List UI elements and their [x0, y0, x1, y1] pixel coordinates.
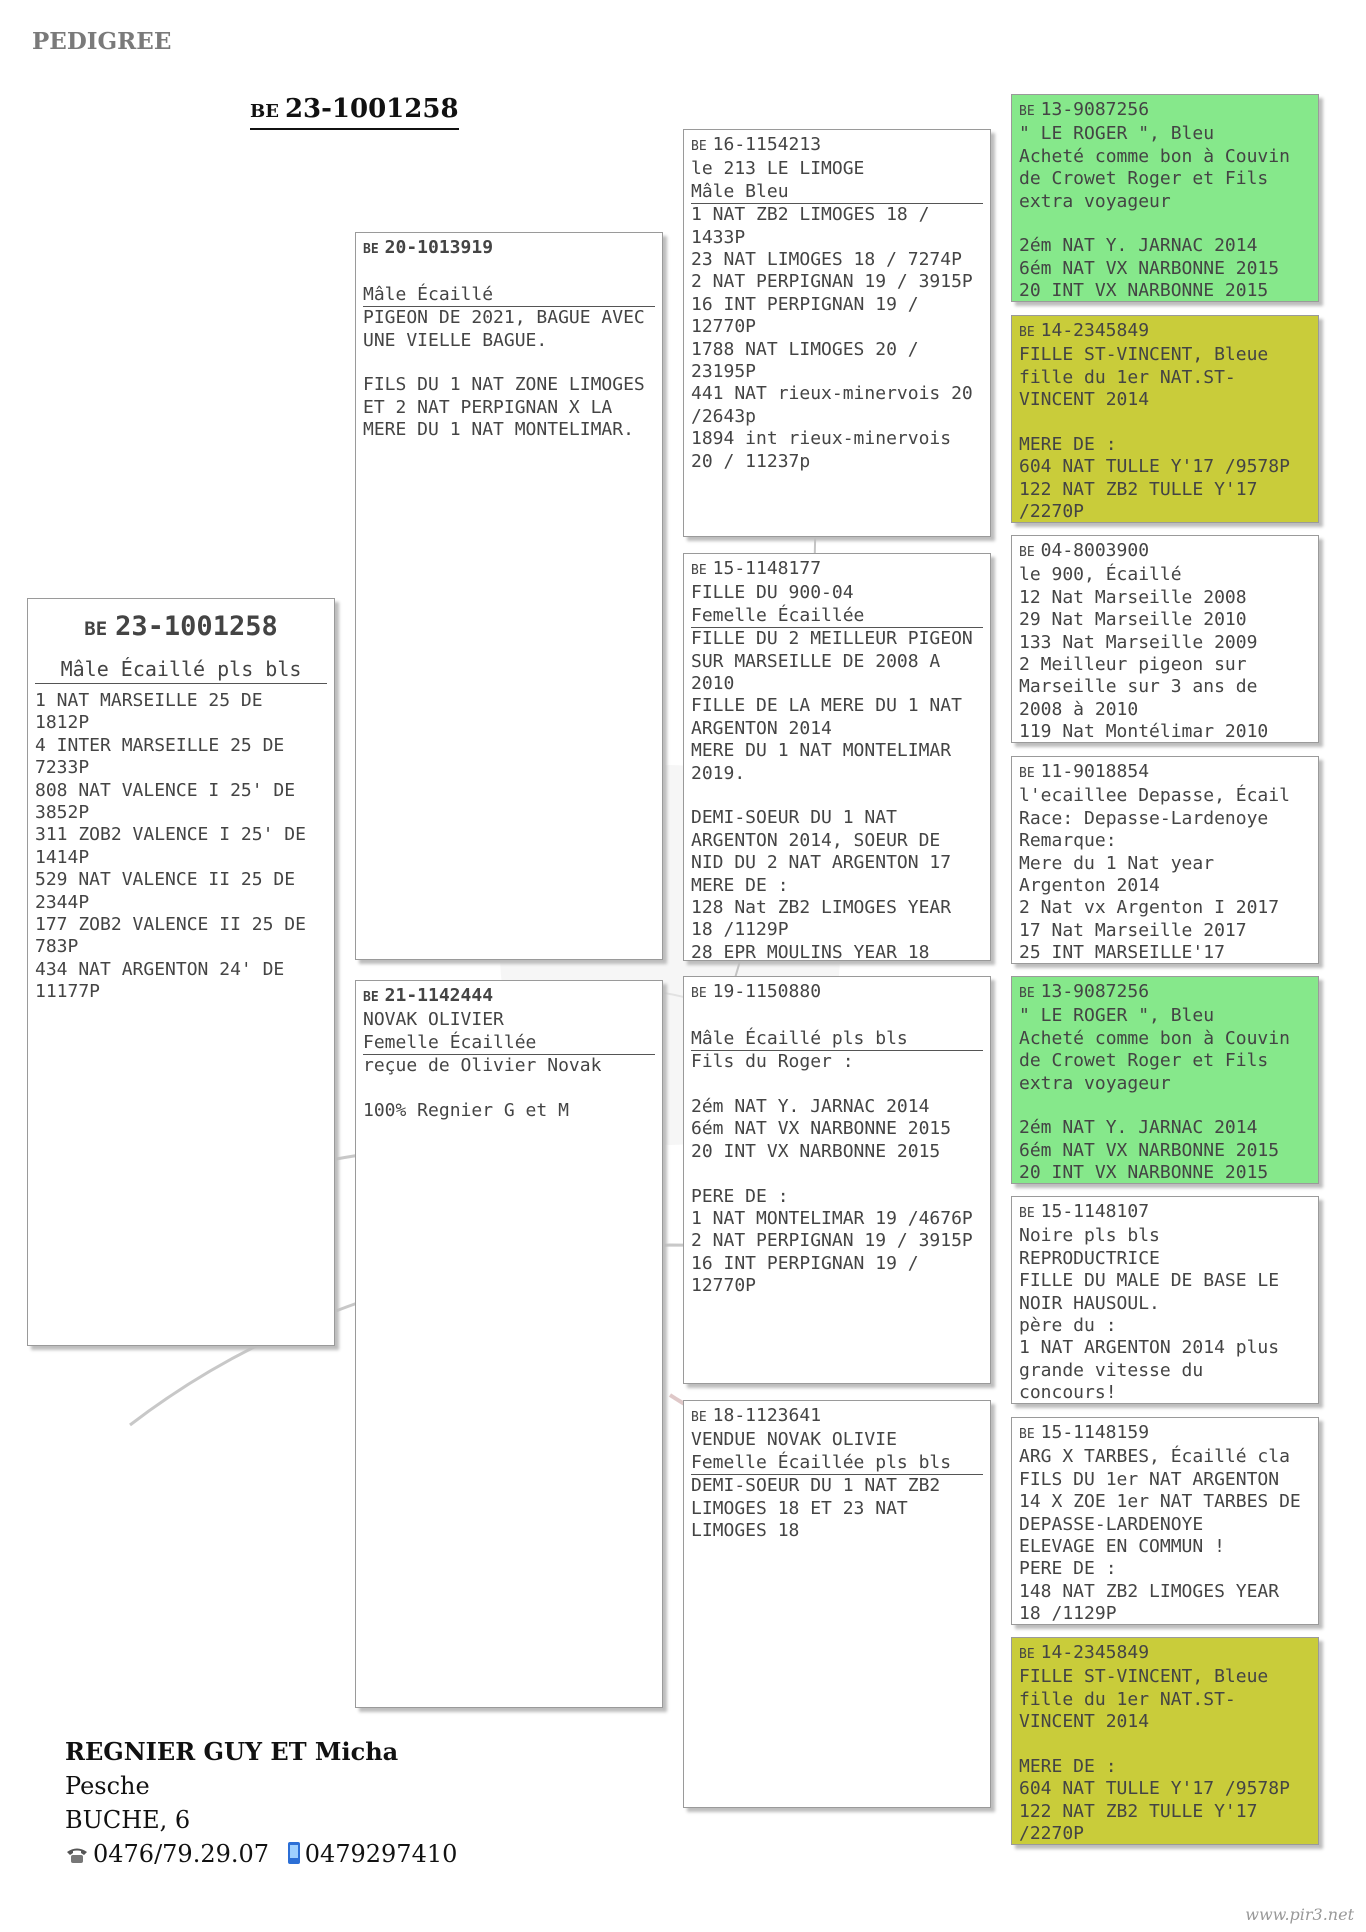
pigeon-name: le 213 LE LIMOGE [691, 158, 865, 180]
note-line: 20 / 11237p [691, 450, 811, 472]
note-line: 12770P [691, 1275, 757, 1297]
note-line [363, 352, 655, 374]
note-line: ET 2 NAT PERPIGNAN X LA [363, 396, 613, 418]
country-code: BE [1019, 545, 1035, 560]
ring-number: 19-1150880 [712, 981, 822, 1002]
pigeon-name [363, 261, 655, 283]
note-line [1019, 1734, 1311, 1756]
note-line: PIGEON DE 2021, BAGUE AVEC [363, 307, 645, 329]
note-line: Argenton 2014 [1019, 875, 1160, 897]
great-grandparent-card [1011, 1637, 1319, 1845]
note-line: 1 NAT MONTELIMAR 19 /4676P [691, 1208, 973, 1230]
country-code: BE [691, 986, 707, 1001]
ring [1019, 540, 1311, 564]
note-line: 12770P [691, 316, 757, 338]
note-line: 119 Nat Montélimar 2010 [1019, 721, 1269, 743]
note-line: 2008 à 2010 [1019, 698, 1139, 720]
ring-number: 18-1123641 [712, 1405, 822, 1426]
note-line: l'ecaillee Depasse, Écail [1019, 785, 1290, 807]
dam-card [355, 980, 663, 1708]
country-code: BE [691, 1410, 707, 1425]
note-line: Fils du Roger : [691, 1051, 854, 1073]
note-line: 25 INT MARSEILLE'17 [1019, 942, 1225, 964]
pigeon-color: Femelle Écaillée [691, 605, 983, 628]
result-line: 529 NAT VALENCE II 25 DE [35, 869, 296, 891]
ring [1019, 99, 1311, 123]
header-ring: 23-1001258 [284, 94, 459, 124]
note-line: LIMOGES 18 ET 23 NAT [691, 1497, 908, 1519]
owner-block [65, 1735, 457, 1874]
note-line: NID DU 2 NAT ARGENTON 17 [691, 852, 952, 874]
note-line: 128 Nat ZB2 LIMOGES YEAR [691, 897, 952, 919]
grandsire-maternal-card [683, 976, 991, 1384]
ring-number: 04-8003900 [1040, 540, 1150, 561]
ring-number: 14-2345849 [1040, 320, 1150, 341]
note-line: 2 Meilleur pigeon sur [1019, 654, 1247, 676]
note-line: 29 Nat Marseille 2010 [1019, 609, 1247, 631]
pigeon-color: Mâle Bleu [691, 181, 983, 204]
note-line: Acheté comme bon à Couvin [1019, 145, 1290, 167]
note-line: 23195P [691, 361, 757, 383]
pigeon-color: Mâle Écaillé pls bls [691, 1028, 983, 1051]
note-line: 28 EPR MOULINS YEAR 18 [691, 941, 930, 961]
country-code: BE [363, 990, 379, 1005]
ring-number: 15-1148107 [1040, 1201, 1150, 1222]
note-line: NOIR HAUSOUL. [1019, 1292, 1160, 1314]
country-code: BE [1019, 1427, 1035, 1442]
footer-url: www.pir3.net [1245, 1905, 1354, 1924]
note-line [691, 785, 983, 807]
note-line: Marseille sur 3 ans de [1019, 676, 1258, 698]
note-line: ARG X TARBES, Écaillé cla [1019, 1446, 1290, 1468]
result-line: 808 NAT VALENCE I 25' DE [35, 779, 296, 801]
ring [1019, 1422, 1311, 1446]
note-line: FILLE ST-VINCENT, Bleue [1019, 1666, 1269, 1688]
note-line: 1 NAT ZB2 LIMOGES 18 / [691, 204, 930, 226]
note-line: 2 NAT PERPIGNAN 19 / 3915P [691, 1230, 973, 1252]
note-line: DEPASSE-LARDENOYE [1019, 1513, 1204, 1535]
note-line: 1 NAT ARGENTON 2014 plus [1019, 1337, 1280, 1359]
result-line: 311 ZOB2 VALENCE I 25' DE [35, 824, 306, 846]
result-line: 3852P [35, 802, 90, 824]
note-line: 6ém NAT VX NARBONNE 2015 [1019, 257, 1280, 279]
country-code: BE [691, 563, 707, 578]
ring [1019, 1642, 1311, 1666]
note-line: 2 Nat vx Argenton I 2017 [1019, 897, 1280, 919]
ring [1019, 1201, 1311, 1225]
ring [1019, 761, 1311, 785]
subject-card [27, 598, 335, 1346]
header-country-code: BE [250, 101, 279, 122]
pigeon-color: Femelle Écaillée pls bls [691, 1452, 983, 1475]
pigeon-color: Mâle Écaillé [363, 284, 655, 307]
great-grandparent-card [1011, 976, 1319, 1184]
result-line: 783P [35, 936, 79, 958]
note-line: ARGENTON 2014 [691, 717, 832, 739]
note-line: Mere du 1 Nat year [1019, 852, 1215, 874]
note-line: FILLE DU MALE DE BASE LE [1019, 1270, 1280, 1292]
subject-ring-number: 23-1001258 [115, 611, 278, 642]
great-grandparent-card [1011, 1196, 1319, 1404]
pigeon-name: VENDUE NOVAK OLIVIE [691, 1429, 897, 1451]
note-line: 20 INT VX NARBONNE 2015 [1019, 1162, 1269, 1184]
note-line: Race: Depasse-Lardenoye [1019, 807, 1269, 829]
note-line: reçue de Olivier Novak [363, 1055, 602, 1077]
note-line: 1433P [691, 226, 746, 248]
country-code: BE [1019, 986, 1035, 1001]
result-line: 4 INTER MARSEILLE 25 DE [35, 734, 285, 756]
note-line: ELEVAGE EN COMMUN ! [1019, 1536, 1225, 1558]
country-code: BE [1019, 766, 1035, 781]
sire-card [355, 232, 663, 960]
note-line: MERE DU 1 NAT MONTELIMAR [691, 740, 952, 762]
note-line: de Crowet Roger et Fils [1019, 168, 1269, 190]
result-line: 1 NAT MARSEILLE 25 DE [35, 690, 263, 711]
ring [691, 134, 983, 158]
grandsire-paternal-card [683, 129, 991, 537]
note-line: " LE ROGER ", Bleu [1019, 1005, 1215, 1027]
note-line: 133 Nat Marseille 2009 [1019, 631, 1258, 653]
ring-number: 15-1148177 [712, 558, 822, 579]
result-line: 7233P [35, 757, 90, 779]
owner-name: REGNIER GUY ET Micha [65, 1737, 399, 1766]
note-line: Acheté comme bon à Couvin [1019, 1027, 1290, 1049]
ring [1019, 320, 1311, 344]
note-line: 604 NAT TULLE Y'17 /9578P [1019, 1778, 1290, 1800]
note-line: REPRODUCTRICE [1019, 1247, 1160, 1269]
note-line: fille du 1er NAT.ST- [1019, 366, 1236, 388]
country-code: BE [1019, 104, 1035, 119]
mobile-phone-icon [287, 1840, 301, 1874]
note-line: 18 /1129P [1019, 1603, 1117, 1625]
note-line [691, 1163, 983, 1185]
result-line: 11177P [35, 981, 101, 1003]
ring-number: 14-2345849 [1040, 1642, 1150, 1663]
ring [691, 981, 983, 1005]
ring [691, 1405, 983, 1429]
note-line: 16 INT PERPIGNAN 19 / [691, 1252, 919, 1274]
sire-ring [363, 237, 655, 261]
note-line: /2270P [1019, 501, 1085, 523]
note-line: MERE DU 1 NAT MONTELIMAR. [363, 419, 634, 441]
note-line: 20 INT VX NARBONNE 2015 [1019, 280, 1269, 302]
great-grandparent-card [1011, 1417, 1319, 1625]
great-grandparent-card [1011, 535, 1319, 743]
ring-number: 13-9087256 [1040, 981, 1150, 1002]
note-line: 122 NAT ZB2 TULLE Y'17 [1019, 478, 1258, 500]
note-line: 122 NAT ZB2 TULLE Y'17 [1019, 1800, 1258, 1822]
pigeon-name [691, 1005, 983, 1027]
note-line: 14 X ZOE 1er NAT TARBES DE [1019, 1491, 1301, 1513]
great-grandparent-card [1011, 94, 1319, 302]
note-line: 2 NAT PERPIGNAN 19 / 3915P [691, 271, 973, 293]
great-grandparent-card [1011, 315, 1319, 523]
ring [1019, 981, 1311, 1005]
note-line: extra voyageur [1019, 190, 1171, 212]
dam-ring [363, 985, 655, 1009]
owner-mobile: 0479297410 [304, 1840, 458, 1868]
country-code: BE [1019, 1206, 1035, 1221]
subject-country-code: BE [84, 618, 108, 640]
note-line: 12 Nat Marseille 2008 [1019, 586, 1247, 608]
note-line [1019, 1095, 1311, 1117]
note-line: le 900, Écaillé [1019, 564, 1182, 586]
note-line: 1894 int rieux-minervois [691, 428, 952, 450]
note-line: 20 INT VX NARBONNE 2015 [691, 1140, 941, 1162]
note-line: 23 NAT LIMOGES 18 / 7274P [691, 249, 962, 271]
note-line: SUR MARSEILLE DE 2008 A [691, 650, 941, 672]
note-line: FILS DU 1 NAT ZONE LIMOGES [363, 374, 645, 396]
note-line: VINCENT 2014 [1019, 1711, 1150, 1733]
note-line: concours! [1019, 1382, 1117, 1404]
note-line: 1788 NAT LIMOGES 20 / [691, 338, 919, 360]
note-line: 18 /1129P [691, 919, 789, 941]
note-line: 17 Nat Marseille 2017 [1019, 919, 1247, 941]
note-line: VINCENT 2014 [1019, 389, 1150, 411]
great-grandparent-card [1011, 756, 1319, 964]
note-line [1019, 412, 1311, 434]
note-line: extra voyageur [1019, 1072, 1171, 1094]
page-title: PEDIGREE [32, 28, 172, 55]
pigeon-name: NOVAK OLIVIER [363, 1009, 504, 1031]
note-line: fille du 1er NAT.ST- [1019, 1688, 1236, 1710]
telephone-icon [65, 1840, 89, 1874]
note-line: /2643p [691, 405, 757, 427]
country-code: BE [1019, 1647, 1035, 1662]
ring-number: 16-1154213 [712, 134, 822, 155]
note-line: UNE VIELLE BAGUE. [363, 329, 548, 351]
ring-number: 13-9087256 [1040, 99, 1150, 120]
pigeon-color: Femelle Écaillée [363, 1032, 655, 1055]
subject-ring [35, 609, 327, 647]
note-line: 2019. [691, 762, 746, 784]
subject-description: Mâle Écaillé pls bls [35, 655, 327, 684]
result-line: 2344P [35, 891, 90, 913]
note-line: PERE DE : [1019, 1558, 1117, 1580]
note-line: PERE DE : [691, 1185, 789, 1207]
note-line: /2270P [1019, 1823, 1085, 1845]
note-line: FILLE DU 2 MEILLEUR PIGEON [691, 628, 973, 650]
note-line: ARGENTON 2014, SOEUR DE [691, 829, 941, 851]
granddam-paternal-card [683, 553, 991, 961]
note-line: 6ém NAT VX NARBONNE 2015 [1019, 1139, 1280, 1161]
note-line: 6ém NAT VX NARBONNE 2015 [691, 1118, 952, 1140]
subject-results [35, 690, 327, 1004]
note-line: 148 NAT ZB2 LIMOGES YEAR [1019, 1580, 1280, 1602]
note-line: DEMI-SOEUR DU 1 NAT [691, 807, 897, 829]
note-line: 100% Regnier G et M [363, 1100, 569, 1122]
ring-number: 15-1148159 [1040, 1422, 1150, 1443]
ring-number: 21-1142444 [384, 985, 494, 1006]
result-line: 177 ZOB2 VALENCE II 25 DE [35, 914, 306, 936]
note-line: grande vitesse du [1019, 1359, 1204, 1381]
note-line: 441 NAT rieux-minervois 20 [691, 383, 973, 405]
note-line: père du : [1019, 1315, 1117, 1337]
country-code: BE [363, 242, 379, 257]
note-line: 2ém NAT Y. JARNAC 2014 [691, 1096, 930, 1117]
owner-phone: 0476/79.29.07 [93, 1840, 270, 1868]
country-code: BE [1019, 325, 1035, 340]
note-line: Remarque: [1019, 830, 1117, 852]
note-line: FILLE ST-VINCENT, Bleue [1019, 344, 1269, 366]
note-line: LIMOGES 18 [691, 1520, 800, 1542]
owner-address: BUCHE, 6 [65, 1806, 191, 1834]
owner-phones [65, 1837, 457, 1874]
granddam-maternal-card [683, 1400, 991, 1808]
note-line: " LE ROGER ", Bleu [1019, 123, 1215, 145]
note-line: de Crowet Roger et Fils [1019, 1050, 1269, 1072]
note-line: FILS DU 1er NAT ARGENTON [1019, 1468, 1280, 1490]
result-line: 1414P [35, 846, 90, 868]
note-line [691, 1074, 983, 1096]
ring-number: 11-9018854 [1040, 761, 1150, 782]
note-line: MERE DE : [1019, 1756, 1117, 1778]
note-line: FILLE DE LA MERE DU 1 NAT [691, 695, 962, 717]
result-line: 434 NAT ARGENTON 24' DE [35, 958, 285, 980]
country-code: BE [691, 139, 707, 154]
note-line: 604 NAT TULLE Y'17 /9578P [1019, 456, 1290, 478]
ring-number: 20-1013919 [384, 237, 494, 258]
ring [691, 558, 983, 582]
result-line: 1812P [35, 712, 90, 734]
note-line: MERE DE : [691, 874, 789, 896]
note-line: MERE DE : [1019, 434, 1117, 456]
note-line [363, 1078, 655, 1100]
note-line: 2ém NAT Y. JARNAC 2014 [1019, 235, 1258, 257]
note-line: 2ém NAT Y. JARNAC 2014 [1019, 1117, 1258, 1139]
note-line: 2010 [691, 673, 735, 695]
owner-city: Pesche [65, 1772, 150, 1800]
note-line: Noire pls bls [1019, 1225, 1160, 1247]
note-line: DEMI-SOEUR DU 1 NAT ZB2 [691, 1475, 941, 1497]
note-line [1019, 213, 1311, 235]
note-line: 16 INT PERPIGNAN 19 / [691, 293, 919, 315]
pigeon-name: FILLE DU 900-04 [691, 582, 854, 604]
